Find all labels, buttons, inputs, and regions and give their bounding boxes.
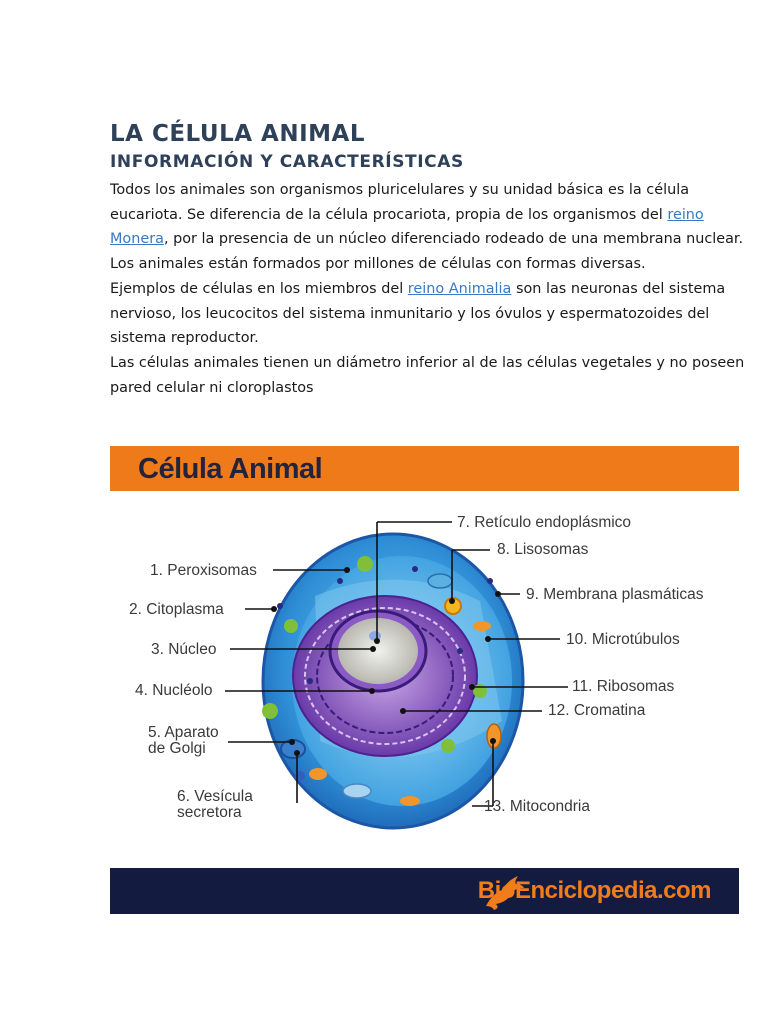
paragraph-3-text-b: son las neuronas del sistema nervioso, los leucocitos del sistema inmunitario y los óvulos y espermatozoides del sistema reproductor. (110, 280, 726, 347)
peroxisome-shape (357, 556, 373, 572)
paragraph-3 (110, 277, 750, 351)
label-citoplasma: 2. Citoplasma (129, 601, 224, 618)
figure-banner-title: Célula Animal (138, 453, 323, 485)
label-lisosomas: 8. Lisosomas (497, 541, 589, 558)
label-ribosomas: 11. Ribosomas (572, 678, 675, 695)
label-golgi-line1: 5. Aparato (148, 724, 219, 741)
cell-figure (110, 446, 739, 914)
label-golgi-line2: de Golgi (148, 740, 206, 757)
document-body (110, 118, 750, 400)
label-nucleolo: 4. Nucléolo (135, 682, 213, 699)
brand-name: BioEnciclopedia.com (477, 877, 711, 904)
label-microtubulos: 10. Microtúbulos (566, 631, 680, 648)
label-peroxisomas: 1. Peroxisomas (150, 562, 257, 579)
paragraph-3-text-a: Ejemplos de células en los miembros del (110, 280, 408, 297)
page-title: LA CÉLULA ANIMAL (110, 121, 365, 147)
paragraph-1 (110, 178, 750, 252)
mitochondria-shape (487, 724, 501, 748)
paragraph-2: Los animales están formados por millones de células con formas diversas. (110, 256, 646, 273)
reino-animalia-link[interactable]: reino Animalia (407, 280, 512, 297)
label-vesicula-line2: secretora (177, 804, 242, 821)
paragraph-4: Las células animales tienen un diámetro inferior al de las células vegetales y no poseen pared celular ni cloroplastos (110, 354, 745, 396)
label-nucleo: 3. Núcleo (151, 641, 217, 658)
label-cromatina: 12. Cromatina (548, 702, 646, 719)
label-mitocondria: 13. Mitocondria (484, 798, 590, 815)
paragraph-1-text-a: Todos los animales son organismos pluricelulares y su unidad básica es la célula eucariota. Se diferencia de la célula procariota, propia de los organismos del (110, 182, 690, 223)
page-subtitle: INFORMACIÓN Y CARACTERÍSTICAS (110, 152, 464, 172)
figure-banner (110, 446, 739, 491)
figure-footer (110, 868, 739, 914)
label-vesicula-line1: 6. Vesícula (177, 788, 253, 805)
reino-monera-link[interactable]: reino Monera (110, 206, 704, 248)
label-reticulo: 7. Retículo endoplásmico (457, 514, 632, 531)
cell-diagram (110, 491, 739, 866)
label-membrana: 9. Membrana plasmáticas (526, 586, 704, 603)
paragraph-1-text-b: , por la presencia de un núcleo diferenciado rodeado de una membrana nuclear. (163, 231, 744, 248)
